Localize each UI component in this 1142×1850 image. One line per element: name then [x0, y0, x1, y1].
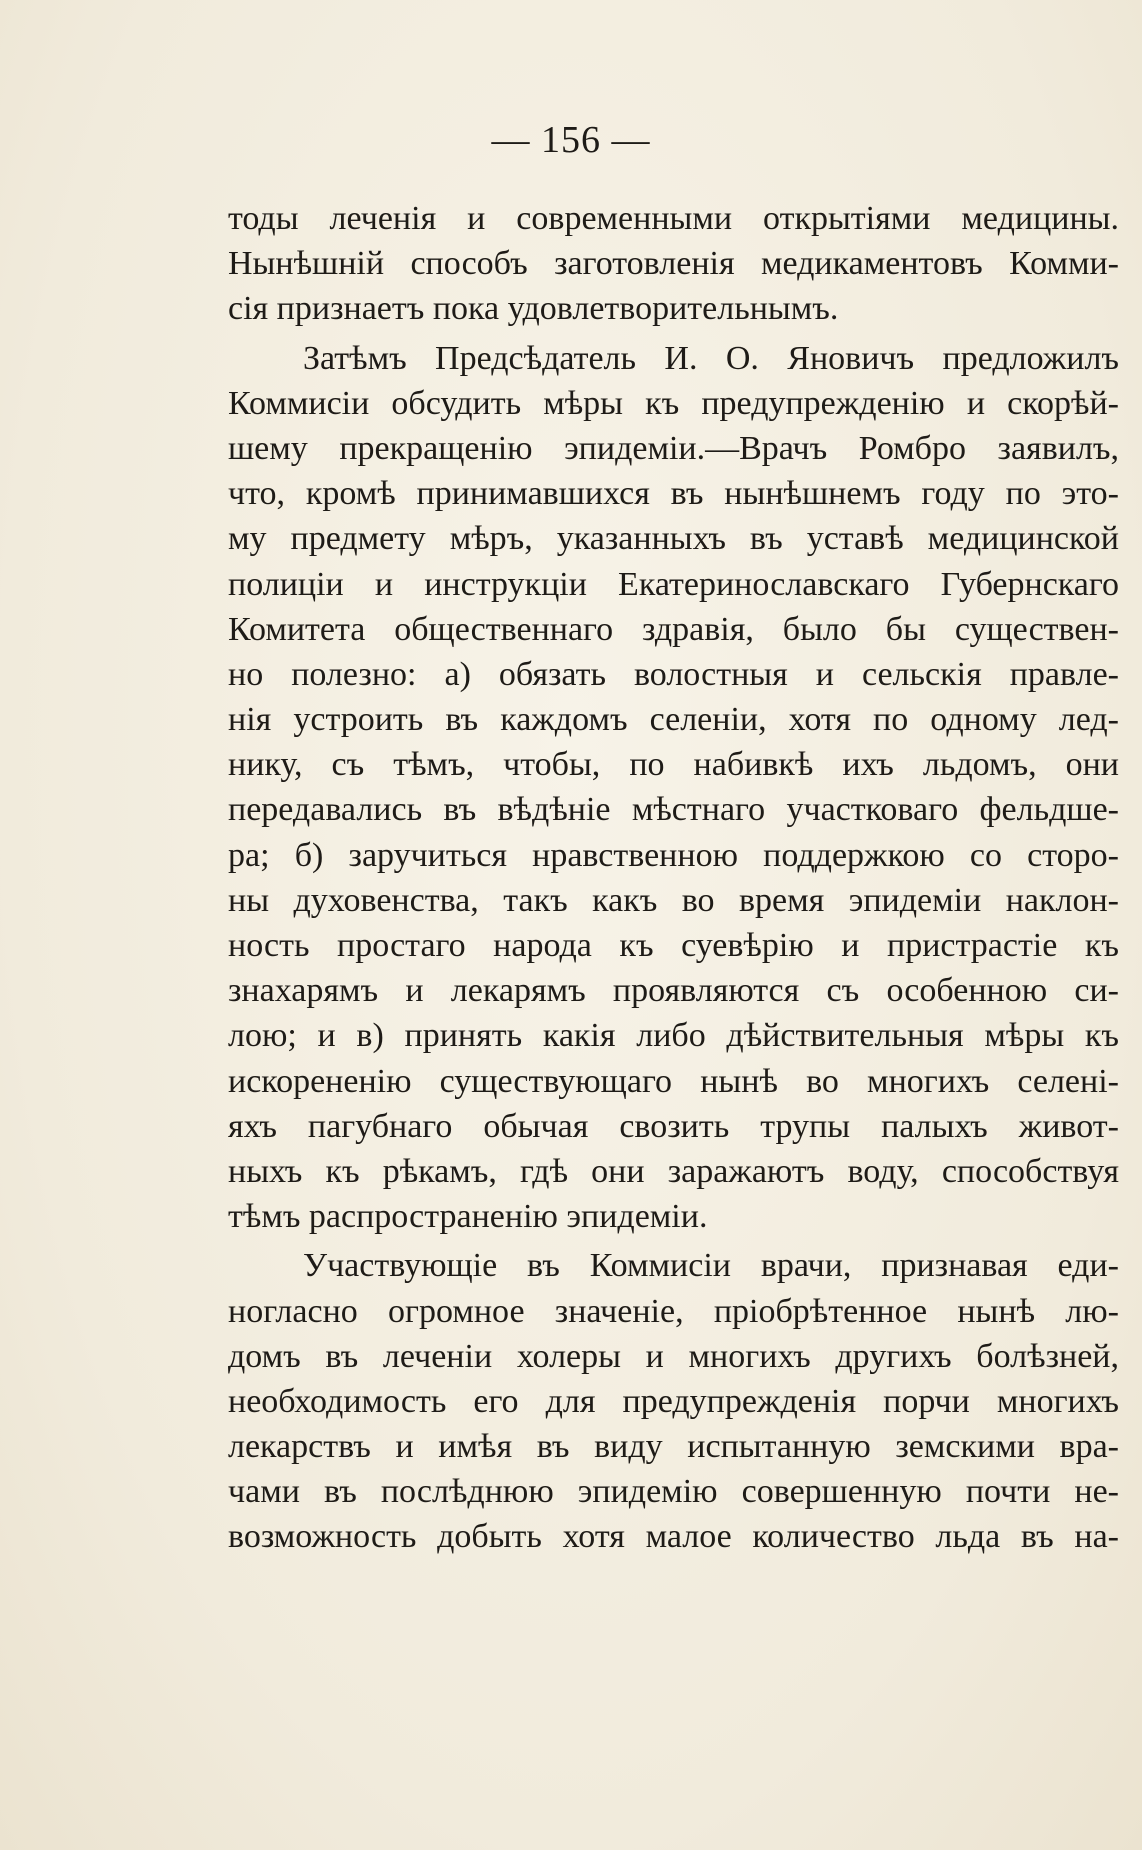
- text-line: домъ въ леченіи холеры и многихъ другихъ болѣзней,: [228, 1337, 1119, 1375]
- page-number: — 156 —: [491, 119, 651, 161]
- text-line: но полезно: а) обязать волостныя и сельскія правле-: [228, 655, 1119, 693]
- text-line: полиціи и инструкціи Екатеринославскаго Губернскаго: [228, 565, 1119, 603]
- text-line: тоды леченія и современными открытіями медицины.: [228, 200, 1119, 237]
- paragraph-3: [228, 1243, 1119, 1559]
- text-line: му предмету мѣръ, указанныхъ въ уставѣ медицинской: [228, 520, 1119, 558]
- text-line: чами въ послѣднюю эпидемію совершенную почти не-: [228, 1473, 1119, 1511]
- page-body: [228, 196, 1119, 1560]
- text-line: тѣмъ распространенію эпидеміи.: [228, 1198, 708, 1236]
- text-line: возможность добыть хотя малое количество льда въ на-: [228, 1518, 1119, 1556]
- text-line: ныхъ къ рѣкамъ, гдѣ они заражаютъ воду, способствуя: [228, 1152, 1119, 1190]
- text-line: что, кромѣ принимавшихся въ нынѣшнемъ году по это-: [228, 475, 1119, 513]
- text-line: нія устроить въ каждомъ селеніи, хотя по одному лед-: [228, 701, 1119, 739]
- text-line: яхъ пагубнаго обычая свозить трупы палыхъ живот-: [228, 1107, 1119, 1145]
- text-line: шему прекращенію эпидеміи.—Врачъ Ромбро заявилъ,: [228, 429, 1119, 467]
- text-line: ра; б) заручиться нравственною поддержкою со сторо-: [228, 836, 1119, 874]
- text-line: Затѣмъ Предсѣдатель И. О. Яновичъ предложилъ: [303, 339, 1119, 377]
- paragraph-2: [228, 336, 1119, 1240]
- text-line: нику, съ тѣмъ, чтобы, по набивкѣ ихъ льдомъ, они: [228, 746, 1119, 784]
- text-line: Участвующіе въ Коммисіи врачи, признавая еди-: [303, 1247, 1119, 1285]
- text-line: ность простаго народа къ суевѣрію и пристрастіе къ: [228, 927, 1119, 964]
- text-line: Нынѣшній способъ заготовленія медикаментовъ Комми-: [228, 245, 1119, 283]
- text-line: ногласно огромное значеніе, пріобрѣтенное нынѣ лю-: [228, 1292, 1119, 1330]
- paragraph-1: [228, 196, 1119, 332]
- text-line: Коммисіи обсудить мѣры къ предупрежденію и скорѣй-: [228, 384, 1119, 422]
- text-line: Комитета общественнаго здравія, было бы существен-: [228, 610, 1119, 648]
- text-line: искорененію существующаго нынѣ во многихъ селені-: [228, 1062, 1119, 1100]
- text-line: необходимость его для предупрежденія порчи многихъ: [228, 1382, 1119, 1420]
- text-line: лою; и в) принять какія либо дѣйствительныя мѣры къ: [228, 1017, 1119, 1055]
- text-line: сія признаетъ пока удовлетворительнымъ.: [228, 290, 839, 328]
- text-line: знахарямъ и лекарямъ проявляются съ особенною си-: [228, 972, 1119, 1010]
- text-line: лекарствъ и имѣя въ виду испытанную земскими вра-: [228, 1428, 1119, 1466]
- text-line: передавались въ вѣдѣніе мѣстнаго участковаго фельдше-: [228, 791, 1119, 829]
- text-line: ны духовенства, такъ какъ во время эпидеміи наклон-: [228, 881, 1119, 919]
